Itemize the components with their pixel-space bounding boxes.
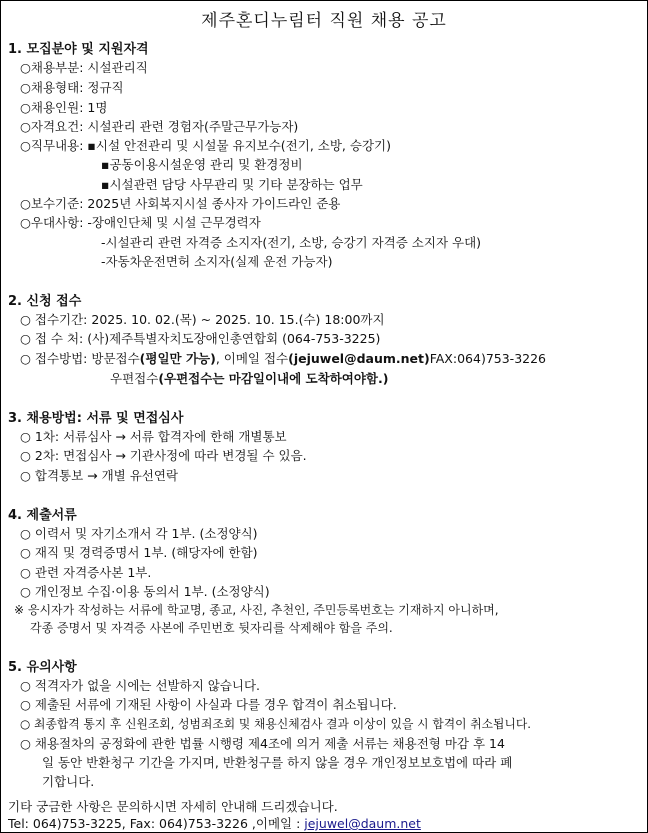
- s2-method-email-label: , 이메일 접수: [215, 351, 289, 366]
- s2-method: [20, 349, 546, 367]
- s1-line-5: ○직무내용: ▪시설 안전관리 및 시설물 유지보수(전기, 소방, 승강기): [20, 138, 391, 153]
- s2-mail: [110, 369, 388, 387]
- s3-line-2: ○ 2차: 면접심사 → 기관사정에 따라 변경될 수 있음.: [20, 448, 307, 463]
- section-5-heading: 5. 유의사항: [8, 660, 77, 675]
- section-3-heading: 3. 채용방법: 서류 및 면접심사: [8, 411, 184, 426]
- s2-period: ○ 접수기간: 2025. 10. 02.(목) ~ 2025. 10. 15.(수) 18:00까지: [20, 312, 385, 327]
- s2-place: ○ 접 수 처: (사)제주특별자치도장애인총연합회 (064-753-3225): [20, 331, 381, 346]
- s1-line-4: ○자격요건: 시설관리 관련 경험자(주말근무가능자): [20, 119, 299, 134]
- s2-mail-note: (우편접수는 마감일이내에 도착하여야함.): [158, 371, 389, 386]
- s4-note-1: ※ 응시자가 작성하는 서류에 학교명, 종교, 사진, 추천인, 주민등록번호는 기재하지 아니하며,: [14, 603, 499, 617]
- s2-mail-label: 우편접수: [110, 371, 159, 386]
- section-2-heading: 2. 신청 접수: [8, 294, 82, 309]
- s1-line-7: ▪시설관련 담당 사무관리 및 기타 분장하는 업무: [101, 177, 363, 192]
- s2-method-email: (jejuwel@daum.net): [288, 351, 430, 366]
- s5-line-1: ○ 적격자가 없을 시에는 선발하지 않습니다.: [20, 678, 261, 693]
- s4-note-2: 각종 증명서 및 자격증 사본에 주민번호 뒷자리를 삭제해야 함을 주의.: [30, 621, 393, 635]
- s4-line-2: ○ 재직 및 경력증명서 1부. (해당자에 한함): [20, 545, 258, 560]
- s5-line-2: ○ 제출된 서류에 기재된 사항이 사실과 다를 경우 합격이 취소됩니다.: [20, 697, 397, 712]
- footer-contact-text: Tel: 064)753-3225, Fax: 064)753-3226 ,이메일 :: [8, 816, 305, 831]
- s5-line-3: ○ 최종합격 통지 후 신원조회, 성범죄조회 및 채용신체검사 결과 이상이 있을 시 합격이 취소됩니다.: [20, 717, 531, 731]
- s1-line-11: -자동차운전면허 소지자(실제 운전 가능자): [101, 254, 333, 269]
- s1-line-10: -시설관리 관련 자격증 소지자(전기, 소방, 승강기 자격증 소지자 우대): [101, 235, 482, 250]
- s5-line-4: ○ 채용절차의 공정화에 관한 법률 시행령 제4조에 의거 제출 서류는 채용전형 마감 후 14: [20, 736, 505, 751]
- s3-line-3: ○ 합격통보 → 개별 유선연락: [20, 468, 179, 483]
- s1-line-9: ○우대사항: -장애인단체 및 시설 근무경력자: [20, 215, 261, 230]
- footer-email-link[interactable]: jejuwel@daum.net: [304, 816, 421, 831]
- s5-line-5: 일 동안 반환청구 기간을 가지며, 반환청구를 하지 않을 경우 개인정보보호법에 따라 폐: [42, 755, 513, 770]
- s1-line-3: ○채용인원: 1명: [20, 100, 108, 115]
- s1-line-6: ▪공동이용시설운영 관리 및 환경정비: [101, 157, 303, 172]
- s5-line-6: 기합니다.: [42, 774, 95, 789]
- s1-line-2: ○채용형태: 정규직: [20, 80, 124, 95]
- s1-line-8: ○보수기준: 2025년 사회복지시설 종사자 가이드라인 준용: [20, 196, 341, 211]
- footer-contact: [8, 814, 421, 832]
- s3-line-1: ○ 1차: 서류심사 → 서류 합격자에 한해 개별통보: [20, 429, 287, 444]
- s4-line-3: ○ 관련 자격증사본 1부.: [20, 565, 152, 580]
- s4-line-4: ○ 개인정보 수집·이용 동의서 1부. (소정양식): [20, 584, 270, 599]
- section-1-heading: 1. 모집분야 및 지원자격: [8, 42, 149, 57]
- s2-method-label: ○ 접수방법: 방문접수: [20, 351, 140, 366]
- page-title: 제주혼디누림터 직원 채용 공고: [201, 11, 447, 31]
- section-4-heading: 4. 제출서류: [8, 508, 77, 523]
- s4-line-1: ○ 이력서 및 자기소개서 각 1부. (소정양식): [20, 526, 258, 541]
- s1-line-1: ○채용부분: 시설관리직: [20, 60, 148, 75]
- footer-line-1: 기타 궁금한 사항은 문의하시면 자세히 안내해 드리겠습니다.: [8, 799, 338, 814]
- s2-method-weekday: (평일만 가능): [139, 351, 216, 366]
- s2-method-fax: FAX:064)753-3226: [429, 351, 547, 366]
